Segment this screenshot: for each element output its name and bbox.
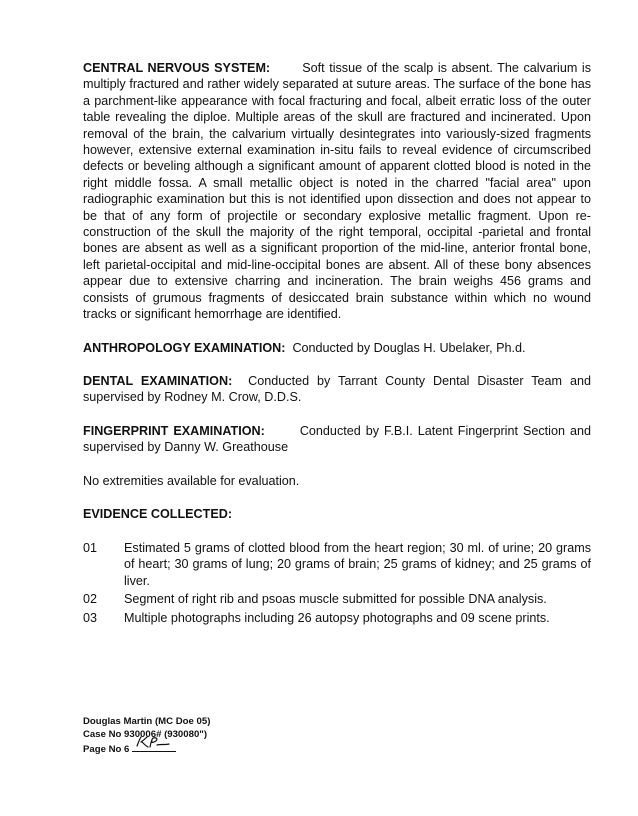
footer-page-number: Page No 6 [83, 744, 130, 755]
fingerprint-section [83, 423, 591, 456]
evidence-item-number: 01 [83, 540, 98, 555]
handwritten-initials [132, 741, 176, 752]
case-footer [83, 716, 210, 757]
dental-heading: DENTAL EXAMINATION: [83, 373, 233, 388]
evidence-item-text: Segment of right rib and psoas muscle submitted for possible DNA analysis. [124, 592, 547, 607]
anthropology-text: Conducted by Douglas H. Ubelaker, Ph.d. [292, 340, 526, 355]
evidence-item-text: Multiple photographs including 26 autopsy photographs and 09 scene prints. [124, 610, 550, 625]
evidence-heading: EVIDENCE COLLECTED: [83, 506, 233, 521]
footer-case-number: Case No 930006# (930080") [83, 728, 208, 740]
anthropology-section [83, 340, 591, 356]
footer-subject-line: Douglas Martin (MC Doe 05) [83, 716, 211, 727]
evidence-item [83, 540, 591, 589]
fingerprint-heading: FINGERPRINT EXAMINATION: [83, 423, 265, 438]
footer-page-line [83, 741, 210, 757]
document-page [83, 60, 591, 628]
evidence-item [83, 610, 591, 626]
extremities-text: No extremities available for evaluation. [83, 473, 300, 488]
cns-heading: CENTRAL NERVOUS SYSTEM: [83, 61, 271, 75]
evidence-item-number: 03 [83, 610, 98, 625]
dental-paragraph [83, 373, 591, 406]
extremities-section [83, 473, 591, 489]
anthropology-heading: ANTHROPOLOGY EXAMINATION: [83, 340, 286, 355]
evidence-section [83, 506, 591, 626]
fingerprint-text: Conducted by F.B.I. Latent Fingerprint Section and supervised by Danny W. Greathouse [83, 423, 591, 455]
dental-section [83, 373, 591, 406]
cns-section [83, 60, 591, 323]
fingerprint-paragraph [83, 423, 591, 456]
cns-text: Soft tissue of the scalp is absent. The calvarium is multiply fractured and rather widely separated at suture areas. The surface of the bone has a parchment-like appearance with focal fracturing and focal, albeit erratic loss of the outer table revealing the diploe. Multiple areas of the skull are fractured and incinerated. Upon removal of the brain, the calvarium virtually desintegrates into variously-sized fragments however, extensive external examination in-situ fails to reveal evidence of circumscribed defects or beveling although a significant amount of apparent clotted blood is noted in the right middle fossa. A small metallic object is noted in the charred "facial area" upon radiographic examination but this is not identified upon dissection and does not appear to be that of any form of projectile or secondary explosive metallic fragment. Upon re-construction of the skull the majority of the right temporal, occipital -parietal and frontal bones are absent as well as a significant proportion of the mid-line, anterior frontal bone, left parietal-occipital and mid-line-occipital bones are absent. All of these bony absences appear due to extensive charring and incineration. The brain weighs 456 grams and consists of grumous fragments of desiccated brain substance within which no wound tracks or significant hemorrhage are identified. [83, 61, 592, 322]
evidence-item-number: 02 [83, 592, 98, 607]
cns-paragraph [83, 60, 591, 323]
evidence-item [83, 591, 591, 607]
evidence-item-text: Estimated 5 grams of clotted blood from the heart region; 30 ml. of urine; 20 grams of heart; 30 grams of lung; 20 grams of brain; 25 grams of kidney; and 25 grams of liver. [124, 540, 591, 588]
initials-signature-icon [135, 735, 171, 749]
anthropology-paragraph [83, 340, 591, 356]
dental-text: Conducted by Tarrant County Dental Disaster Team and supervised by Rodney M. Crow, D.D.S. [83, 373, 592, 405]
